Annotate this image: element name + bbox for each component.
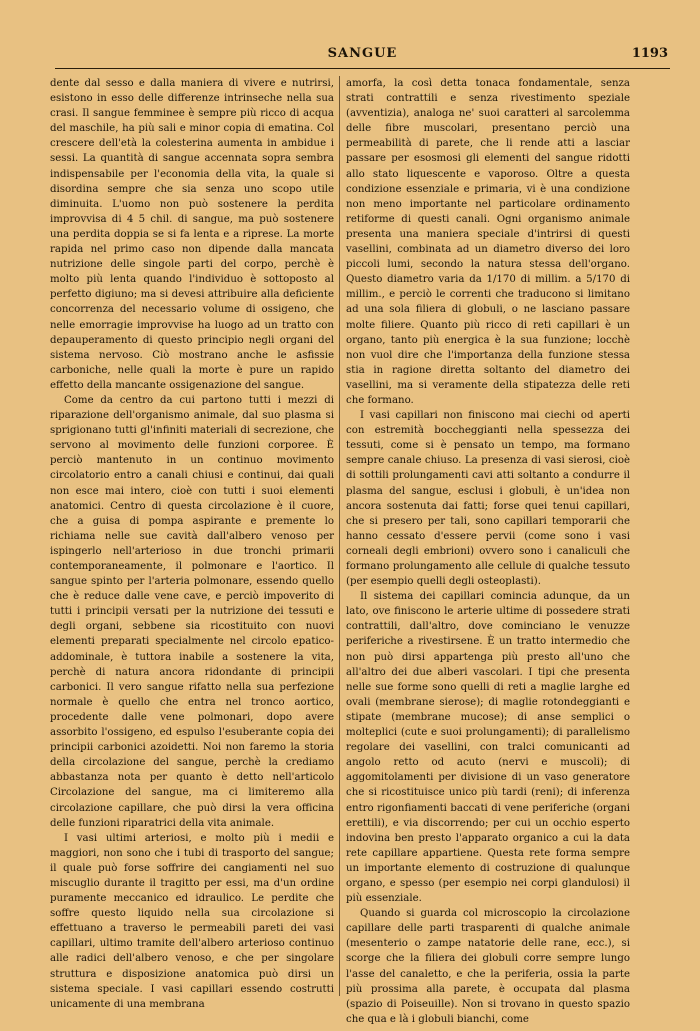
paragraph: I vasi capillari non finiscono mai ciechi od aperti con estremità boccheggianti nella spessezza dei tessuti, come si è pensato un tempo, ma formano sempre canale chiuso. La presenza di vasi sierosi, cioè di sottili prolungamenti cavi atti soltanto a condurre il plasma del sangue, esclusi i globuli, è un'idea non ancora sostenuta dai fatti; forse quei tenui capillari, che si presero per tali, sono capillari temporarii che hanno cessato d'essere pervii (come sono i vasi corneali degli embrioni) ovvero sono i canaliculi che formano prolungamento alle cellule di qualche tessuto (per esempio quelli degli osteoplasti). [346,410,630,588]
paragraph: I vasi ultimi arteriosi, e molto più i medii e maggiori, non sono che i tubi di trasporto del sangue; il quale può forse soffrire dei cangiamenti nel suo miscuglio durante il tragitto per essi, ma d'un ordine puramente meccanico ed idraulico. Le perdite che soffre questo liquido nella sua circolazione si effettuano a traverso le permeabili pareti dei vasi capillari, ultimo tramite dell'albero arterioso continuo alle radici dell'albero venoso, e che per singolare struttura e disposizione anatomica può dirsi un sistema speciale. I vasi capillari essendo costrutti unicamente di una membrana [50,832,334,1010]
header-rule [55,68,670,69]
paragraph: Il sistema dei capillari comincia adunque, da un lato, ove finiscono le arterie ultime di possedere strati contrattili, dall'altro, dove cominciano le venuzze periferiche a rivestirsene. È un tratto intermedio che non può dirsi appartenga più presto all'uno che all'altro dei due alberi vascolari. I tipi che presenta nelle sue forme sono quelli di reti a maglie larghe ed ovali (membrane sierose); di maglie rotondeggianti e stipate (membrane mucose); di anse semplici o molteplici (cute e suoi prolungamenti); di parallelismo regolare dei vasellini, con tralci comunicanti ad angolo retto od acuto (nervi e muscoli); di aggomitolamenti per divisione di un vaso generatore che si ricostituisce unico più tardi (reni); di inferenza entro rigonfiamenti baccati di vene periferiche (organi erettili), e via discorrendo; per cui un occhio esperto indovina ben presto l'apparato organico a cui la data rete capillare appartiene. Questa rete forma sempre un importante elemento di costruzione di qualunque organo, e spesso (per esempio nei corpi glandulosi) il più essenziale. [346,591,630,905]
page-number: 1193 [631,46,668,61]
paragraph: Come da centro da cui partono tutti i mezzi di riparazione dell'organismo animale, dal suo plasma si sprigionano tutti gl'infiniti materiali di secrezione, che servono al movimento delle funzioni corporee. È perciò mantenuto in un continuo movimento circolatorio entro a canali chiusi e continui, dai quali non esce mai intero, cioè con tutti i suoi elementi anatomici. Centro di questa circolazione è il cuore, che a guisa di pompa aspirante e premente lo richiama nelle sue cavità dall'albero venoso per ispingerlo nell'arterioso in due tronchi primarii contemporaneamente, il polmonare e l'aortico. Il sangue spinto per l'arteria polmonare, essendo quello che è reduce dalle vene cave, e perciò impoverito di tutti i principii versati per la nutrizione dei tessuti e degli organi, sebbene sia ricostituito con nuovi elementi preparati specialmente nel circolo epatico-addominale, è tuttora inabile a sostenere la vita, perchè di natura ancora ridondante di principii carbonici. Il vero sangue rifatto nella sua perfezione normale è quello che entra nel tronco aortico, procedente dalle vene polmonari, dopo avere assorbito l'ossigeno, ed espulso l'esuberante copia dei principii carbonici azoidetti. Noi non faremo la storia della circolazione del sangue, perchè la crediamo abbastanza nota per quanto è detto nell'articolo Circolazione del sangue, ma ci limiteremo alla circolazione capillare, che può dirsi la vera officina delle funzioni riparatrici della vita animale. [50,394,334,829]
paragraph: Quando si guarda col microscopio la circolazione capillare delle parti trasparenti di qualche animale (mesenterio o zampe natatorie delle rane, ecc.), si scorge che la filiera dei globuli corre sempre lungo l'asse del canaletto, e che la periferia, ossia la parte più prossima alla parete, è occupata dal plasma (spazio di Poiseuille). Non si trovano in questo spazio che qua e là i globuli bianchi, come [346,908,630,1025]
running-title: SANGUE [327,46,398,61]
paragraph: amorfa, la così detta tonaca fondamentale, senza strati contrattili e senza rivestimento speziale (avventizia), analoga ne' suoi caratteri al sarcolemma delle fibre muscolari, presentano perciò una permeabilità di parete, che li rende atti a lasciar passare per esosmosi gli elementi del sangue ridotti allo stato liquescente e vaporoso. Oltre a questa condizione essenziale e primaria, vi è una condizione non meno importante nel particolare ordinamento retiforme di questi canali. Ogni organismo animale presenta una maniera speciale d'intrirsi di questi vasellini, combinata ad un diametro diverso dei loro piccoli lumi, secondo la natura stessa dell'organo. Questo diametro varia da 1/170 di millim. a 5/170 di millim., e perciò le correnti che traducono si limitano ad una sola filiera di globuli, o ne lasciano passare molte filiere. Quanto più ricco di reti capillari è un organo, tanto più energica è la sua funzione; locchè non vuol dire che l'importanza della funzione stessa stia in ragione diretta soltanto del diametro dei vasellini, ma si veramente della stipatezza delle reti che formano. [346,78,630,406]
page-header [55,46,670,66]
right-column [346,76,630,1025]
column-divider [339,76,340,996]
left-column [50,76,334,1010]
paragraph: dente dal sesso e dalla maniera di vivere e nutrirsi, esistono in esso delle differenze intrinseche nella sua crasi. Il sangue femminee è sempre più ricco di acqua del maschile, ha più sali e minor copia di ematina. Col crescere dell'età la colesterina aumenta in ambidue i sessi. La quantità di sangue accennata sopra sembra indispensabile per l'economia della vita, la quale si disordina sempre che sia senza uno scopo utile diminuita. L'uomo non può sostenere la perdita improvvisa di 4 5 chil. di sangue, ma può sostenere una perdita doppia se si fa lenta e a riprese. La morte rapida nel primo caso non dipende dalla mancata nutrizione delle singole parti del corpo, perchè è molto più lenta quando l'individuo è sottoposto al perfetto digiuno; ma si devesi attribuire alla deficiente concorrenza del necessario volume di ossigeno, che nelle emorragie improvvise ha luogo ad un tratto con depauperamento di questo principio negli organi del sistema nervoso. Ciò mostrano anche le asfissie carboniche, nelle quali la morte è pure un rapido effetto della mancante ossigenazione del sangue. [50,78,334,391]
